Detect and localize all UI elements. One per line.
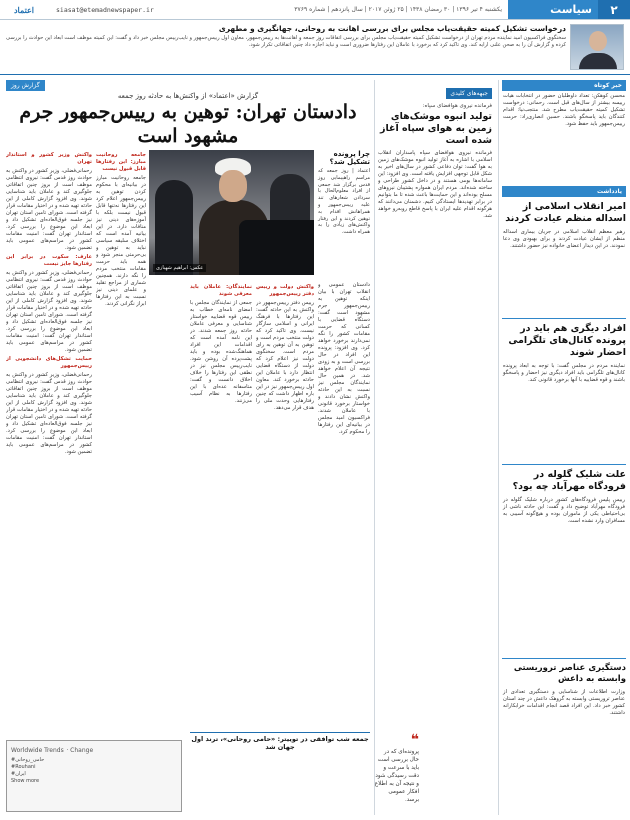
feature-kicker: گزارش «اعتماد» از واکنش‌ها به حادثه روز جمعه bbox=[117, 92, 259, 100]
trend-item[interactable]: #Rouhani bbox=[11, 764, 36, 770]
pull-quote bbox=[374, 732, 419, 810]
pull-quote-text: پرونده‌ای که در حال بررسی است باید با سرعت و دقت رسیدگی شود و نتیجه آن به اطلاع افکار عمومی برسد. bbox=[374, 749, 419, 803]
bottom-headline: جمعه شب توافقی در توییتر: «حامی روحانی»، ترند اول جهان شد bbox=[190, 732, 370, 751]
section-title: سیاست bbox=[508, 0, 598, 19]
trends-title: Worldwide Trends · Change bbox=[11, 747, 94, 754]
feature-column bbox=[190, 282, 252, 722]
feature-photo bbox=[149, 150, 314, 275]
lead-portrait-photo bbox=[570, 24, 624, 70]
trend-show-more[interactable]: Show more bbox=[11, 778, 40, 784]
feature-column bbox=[256, 282, 314, 722]
story-kicker: فرمانده نیروی هوافضای سپاه: bbox=[422, 103, 492, 109]
lead-title: درخواست تشکیل کمیته حقیقت‌یاب مجلس برای بررسی اهانت به روحانی، جهانگیری و مطهری bbox=[218, 24, 566, 33]
left-subhead: واکنش وزیر کشور و استاندار تهران bbox=[6, 152, 92, 165]
news-brief-header: خبر کوتاه bbox=[502, 80, 626, 91]
feature-column bbox=[96, 150, 146, 720]
masthead-bar bbox=[0, 0, 630, 20]
story-text: رهبر معظم انقلاب اسلامی در جریان بیماری اسداله منظم از ایشان عیادت کردند و برای بهبودی وی دعا نمودند. در این دیدار اعضای خانواده نیز حضور داشتند. bbox=[503, 229, 625, 249]
divider bbox=[502, 658, 626, 659]
sidebox-question: چرا پرونده تشکیل شد؟ bbox=[329, 150, 370, 166]
trend-item[interactable]: #حامی_روحانی bbox=[11, 757, 45, 763]
story-text: نماینده مردم در مجلس گفت: با توجه به ابعاد پرونده کانال‌های تلگرامی باید افراد دیگری نیز احضار و پاسخگو باشند و قوه قضاییه با آنها برخورد قانونی کند. bbox=[503, 363, 625, 383]
page-number: ۲ bbox=[598, 0, 630, 19]
feature-story bbox=[6, 80, 370, 148]
story-headline: امیر انقلاب اسلامی از اسداله منظم عیادت کردند bbox=[505, 201, 626, 224]
feature-body-text: جمعی از نمایندگان مجلس با امضای نامه‌ای خطاب به رییس قوه قضاییه خواستار شناسایی و معرفی عاملان حادثه روز جمعه شدند. در این نامه آمده است که اقدامات این افراد هماهنگ‌شده بوده و باید پشت‌پرده آن روشن شود. نایب‌رییس مجلس نیز در نطقی این رفتارها را خلاف اخلاق دانست و گفت: متاسفانه عده‌ای با این رفتارها به نظام آسیب می‌زنند. bbox=[190, 300, 252, 404]
right-column bbox=[498, 80, 626, 815]
newspaper-logo: اعتماد bbox=[13, 4, 35, 15]
feature-body-text: رییس دفتر رییس‌جمهور در واکنش به این حادثه گفت: این رفتارها با فرهنگ ایرانی و اسلامی سازگار نیست. وی تاکید کرد که دولت منتخب مردم است و توهین به آن توهین به رای مردم است. سخنگوی دولت نیز اعلام کرد که دولت از دستگاه قضایی انتظار دارد با عاملان این حادثه برخورد کند. معاون اول رییس‌جمهور نیز در این باره اظهار داشت که چنین رفتارهایی وحدت ملی را هدف قرار می‌دهد. bbox=[256, 300, 314, 411]
lead-story bbox=[6, 24, 566, 70]
left-body-text: رحمانی‌فضلی، وزیر کشور در واکنش به حوادث روز قدس گفت: نیروی انتظامی موظف است از بروز چنین اتفاقاتی جلوگیری کند و عاملان باید شناسایی شوند. وی افزود گزارش کاملی از این حادثه تهیه شده و در اختیار مقامات قرار گرفته است. شورای تامین استان تهران نیز جلسه فوق‌العاده‌ای تشکیل داد و ابعاد این موضوع را بررسی کرد. استاندار تهران گفت: امنیت مقامات کشور در مراسم‌های عمومی باید تضمین شود. bbox=[6, 270, 92, 353]
feature-sidebox bbox=[318, 150, 370, 275]
divider bbox=[502, 318, 626, 319]
feature-body-text: دادستان عمومی و انقلاب تهران با بیان اینکه توهین به رییس‌جمهور جرم مشهود است گفت: دستگاه قضایی با کسانی که حرمت مقامات کشور را نگه نمی‌دارند برخورد خواهد کرد. وی افزود: پرونده این افراد در حال بررسی است و به زودی نتیجه آن اعلام خواهد شد. در همین حال نمایندگان مجلس نیز نسبت به این حادثه واکنش نشان دادند و خواستار برخورد قانونی با عاملان شدند. فراکسیون امید مجلس در بیانیه‌ای این رفتارها را محکوم کرد. bbox=[318, 282, 370, 435]
feature-subhead: واکنش دولت و رییس دفتر رییس‌جمهور bbox=[256, 284, 314, 297]
section-tag: گزارش روز bbox=[6, 80, 45, 91]
feature-subhead: نمایندگان: عاملان باید معرفی شوند bbox=[190, 284, 252, 297]
feature-body-text: جامعه روحانیت مبارز در بیانیه‌ای با محکوم کردن توهین به رییس‌جمهور اعلام کرد این رفتارها نه‌تنها قابل قبول نیست بلکه با آموزه‌های دینی نیز منافات دارد. در این بیانیه آمده است که اختلاف سلیقه سیاسی نباید به توهین و بی‌حرمتی منجر شود و همه باید حرمت مقامات منتخب مردم را نگه دارند. همچنین شماری از مراجع تقلید و علمای دینی نیز نسبت به این رفتارها ابراز نگرانی کردند. bbox=[96, 175, 146, 307]
news-brief-text: محسن کوهکن: تعداد داوطلبان حضور در انتخابات هیات رییسه بیشتر از سال‌های قبل است. رحمانی: درخواست تشکیل کمیته حقیقت‌یاب مطرح شد. منتجب‌نیا: اقدام کنندگان باید پاسخگو باشند. حسین انصاری‌راد: حرمت رییس‌جمهور باید حفظ شود. bbox=[503, 93, 625, 127]
feature-headline: دادستان تهران: توهین به رییس‌جمهور جرم مشهود است bbox=[19, 101, 357, 147]
divider bbox=[502, 464, 626, 465]
divider bbox=[0, 74, 630, 75]
sidebox-text: اعتماد | روز جمعه که مراسم راهپیمایی روز قدس برگزار شد جمعی از افراد معلوم‌الحال با سردادن شعارهای تند علیه رییس‌جمهور و همراهانش اقدام به توهین کردند و این رفتار واکنش‌های زیادی را به همراه داشت. bbox=[318, 168, 370, 236]
left-subhead: حمایت تشکل‌های دانشجویی از رییس‌جمهور bbox=[6, 356, 92, 369]
left-subhead: عارف: سکوت در برابر این رفتارها جایز نیست bbox=[6, 254, 92, 267]
story-headline: دستگیری عناصر تروریستی وابسته به داعش bbox=[513, 663, 626, 684]
twitter-trends-box bbox=[6, 740, 182, 812]
trend-item[interactable]: #ایران bbox=[11, 771, 26, 777]
lead-text: سخنگوی فراکسیون امید نماینده مردم تهران از درخواست تشکیل کمیته حقیقت‌یاب مجلس برای بررسی اتفاقات روز جمعه و اهانت‌ها به رییس‌جمهور، معاون اول رییس‌جمهور و نایب‌رییس مجلس خبر داد و گفت: این کمیته موظف است ابعاد این حوادث را بررسی کرده و گزارش آن را به صحن علنی ارایه کند. وی تاکید کرد که برخورد با عاملان این رفتارها ضروری است و نباید اجازه داد چنین اتفاقاتی تکرار شود. bbox=[6, 35, 566, 49]
feature-column bbox=[318, 282, 370, 722]
second-column bbox=[374, 80, 492, 815]
quote-marks-icon: ❝ bbox=[410, 732, 419, 748]
section-tag: جبهه‌های کلیدی bbox=[446, 88, 492, 99]
story-text: وزارت اطلاعات از شناسایی و دستگیری تعدادی از عناصر تروریستی وابسته به گروهک داعش در چند استان کشور خبر داد. این افراد قصد انجام اقدامات خرابکارانه داشتند. bbox=[503, 689, 625, 716]
feature-subhead: جامعه روحانیت مبارز: این رفتارها قابل قبول نیست bbox=[96, 152, 146, 172]
story-text: فرمانده نیروی هوافضای سپاه پاسداران انقلاب اسلامی با اشاره به آغاز تولید انبوه موشک‌های زمین به هوا گفت: توان دفاعی کشور در سال‌های اخیر به شکل قابل توجهی افزایش یافته است. وی افزود: این سامانه‌ها بومی هستند و در داخل کشور طراحی و ساخته شده‌اند. مردم ایران همواره پشتیبان نیروهای مسلح بوده‌اند و این حمایت‌ها باعث شده تا ما بتوانیم در برابر تهدیدها ایستادگی کنیم. دشمنان می‌دانند که هرگونه اقدام علیه ایران با پاسخ قاطع روبه‌رو خواهد شد. bbox=[378, 150, 492, 219]
note-header: یادداشت bbox=[502, 186, 626, 197]
left-body-text: رحمانی‌فضلی، وزیر کشور در واکنش به حوادث روز قدس گفت: نیروی انتظامی موظف است از بروز چنین اتفاقاتی جلوگیری کند و عاملان باید شناسایی شوند. وی افزود گزارش کاملی از این حادثه تهیه شده و در اختیار مقامات قرار گرفته است. شورای تامین استان تهران نیز جلسه فوق‌العاده‌ای تشکیل داد و ابعاد این موضوع را بررسی کرد. استاندار تهران گفت: امنیت مقامات کشور در مراسم‌های عمومی باید تضمین شود. bbox=[6, 168, 92, 251]
story-headline: علت شلیک گلوله در فرودگاه مهرآباد چه بود؟ bbox=[512, 469, 626, 492]
issue-date: یکشنبه ۴ تیر ۱۳۹۶ | ۳۰ رمضان ۱۴۳۸ | ۲۵ ژوئن ۲۰۱۷ | سال پانزدهم | شماره ۳۷۶۹ bbox=[294, 6, 502, 13]
story-headline: تولید انبوه موشک‌های زمین به هوای سپاه آغاز شده است bbox=[379, 111, 492, 146]
left-body-text: رحمانی‌فضلی، وزیر کشور در واکنش به حوادث روز قدس گفت: نیروی انتظامی موظف است از بروز چنین اتفاقاتی جلوگیری کند و عاملان باید شناسایی شوند. وی افزود گزارش کاملی از این حادثه تهیه شده و در اختیار مقامات قرار گرفته است. شورای تامین استان تهران نیز جلسه فوق‌العاده‌ای تشکیل داد و ابعاد این موضوع را بررسی کرد. استاندار تهران گفت: امنیت مقامات کشور در مراسم‌های عمومی باید تضمین شود. bbox=[6, 372, 92, 455]
story-headline: افراد دیگری هم باید در پرونده کانال‌های تلگرامی احضار شوند bbox=[508, 323, 626, 358]
photo-credit: عکس: ابراهیم شهبازی bbox=[153, 264, 206, 272]
trends-change-link[interactable]: · Change bbox=[66, 747, 94, 754]
story-text: رییس پلیس فرودگاه‌های کشور درباره شلیک گلوله در فرودگاه مهرآباد توضیح داد و گفت: این حادثه ناشی از بی‌احتیاطی یکی از ماموران بوده و هیچ‌گونه آسیبی به مسافران وارد نشده است. bbox=[503, 497, 625, 524]
section-email[interactable]: siasat@etemadnewspaper.ir bbox=[56, 5, 154, 14]
left-column bbox=[6, 150, 92, 730]
